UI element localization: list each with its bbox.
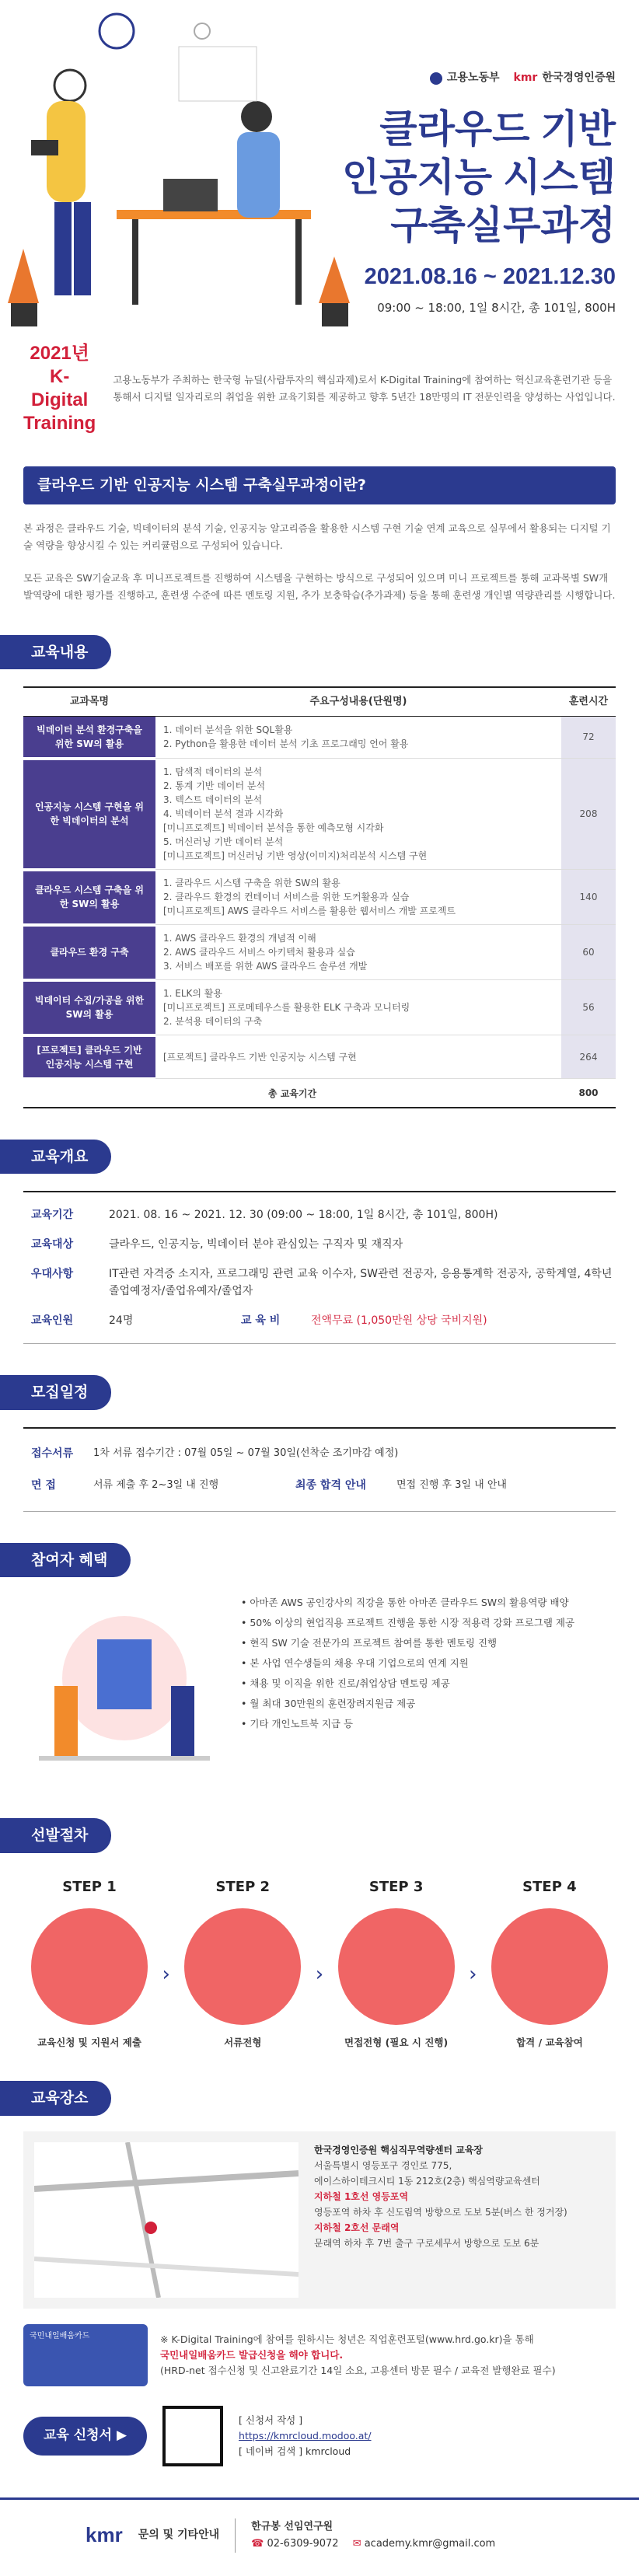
benefit-item: • 50% 이상의 현업직용 프로젝트 진행을 통한 시장 적용력 강화 프로그램 제공 (241, 1613, 574, 1633)
step-label: 교육신청 및 지원서 제출 (37, 2036, 141, 2048)
curriculum-hours: 208 (561, 759, 616, 870)
schedule-box (23, 1427, 616, 1512)
kdt-brand: K-Digital (31, 366, 89, 410)
email-icon: ✉ (352, 2537, 365, 2550)
apply (23, 2406, 616, 2466)
subway-2-desc: 문래역 하차 후 7번 출구 구로세무서 방향으로 도보 6분 (314, 2237, 539, 2249)
schedule-row (23, 1438, 616, 1470)
footer-logo: kmr (86, 2523, 123, 2547)
step-1 (23, 1876, 155, 2051)
schedule-key: 면 접 (31, 1478, 56, 1492)
overview-box (23, 1191, 616, 1344)
curriculum-content: 1. 탐색적 데이터의 분석 2. 통계 기반 데이터 분석 3. 텍스트 데이터의 분석 4. 빅데이터 분석 결과 시각화 [미니프로젝트] 빅데이터 분석을 통한 예측모형 시각화 5. 머신러닝 기반 데이터 분석 [미니프로젝트] 머신러닝 기반 영상(이미지)처리분석 시스템 구현 (155, 759, 561, 870)
place-address-2: 에이스하이테크시티 1동 212호(2층) 핵심역량교육센터 (314, 2175, 540, 2187)
step-title: STEP 1 (62, 1878, 117, 1895)
curriculum-content: 1. ELK의 활용 [미니프로젝트] 프로메테우스를 활용한 ELK 구축과 모니터링 2. 분석용 데이터의 구축 (155, 980, 561, 1035)
logo-group (430, 70, 616, 86)
apply-link[interactable]: https://kmrcloud.modoo.at/ (239, 2429, 372, 2442)
qr-code-icon[interactable] (162, 2406, 223, 2466)
footer-label: 문의 및 기타안내 (138, 2529, 220, 2542)
interview-icon (338, 1908, 455, 2025)
overview-row (23, 1259, 616, 1306)
curriculum-hours: 60 (561, 925, 616, 980)
subway-1-desc: 영등포역 하차 후 신도림역 방향으로 도보 5분(버스 한 정거장) (314, 2206, 567, 2218)
hero-title-line-1: 클라우드 기반 (379, 107, 616, 151)
moel-logo-text: 고용노동부 (446, 72, 500, 84)
footer-contact (235, 2518, 495, 2553)
place-name: 한국경영인증원 핵심직무역량센터 교육장 (314, 2144, 484, 2155)
col-content: 주요구성내용(단원명) (155, 687, 561, 716)
step-2 (176, 1876, 309, 2051)
about-paragraph-2: 모든 교육은 SW기술교육 후 미니프로젝트를 진행하여 시스템을 구현하는 방식으로 구성되어 있으며 미니 프로젝트를 통해 교과목별 SW개발역량에 대한 평가를 진행하고, 훈련생 수준에 따른 멘토링 지원, 추가 보충학습(추가과제) 등을 통해 훈련생 개인별 역량관리를 시행합니다. (23, 571, 616, 601)
schedule-heading: 모집일정 (0, 1375, 111, 1410)
overview-value: IT관련 자격증 소지자, 프로그래밍 관련 교육 이수자, SW관련 전공자, 응용통계학 전공자, 공학계열, 4학년 졸업예정자/졸업유예자/졸업자 (109, 1268, 613, 1297)
schedule-key: 접수서류 (31, 1447, 74, 1460)
curriculum-hours: 72 (561, 716, 616, 759)
hero-title (342, 105, 616, 250)
checklist-icon (31, 1908, 148, 2025)
fee-key: 교 육 비 (241, 1314, 281, 1327)
about-title: 클라우드 기반 인공지능 시스템 구축실무과정이란? (23, 466, 616, 504)
step-4 (484, 1876, 616, 2051)
chevron-right-icon: › (315, 1962, 324, 1986)
curriculum-subject: 빅데이터 분석 환경구축을 위한 SW의 활용 (23, 716, 155, 759)
step-title: STEP 3 (368, 1878, 424, 1895)
total-hours: 800 (561, 1079, 616, 1108)
apply-text (239, 2413, 372, 2459)
benefits-list (241, 1593, 574, 1787)
overview-key: 교육기간 (31, 1209, 74, 1221)
apply-line-1: [ 신청서 작성 ] (239, 2414, 303, 2426)
total-row (23, 1079, 616, 1108)
intro-text: 고용노동부가 주최하는 한국형 뉴딜(사람투자의 핵심과제)로서 K-Digital Training에 참여하는 혁신교육훈련기관 등을 통해서 디지털 일자리로의 취업을 위한 교육기회를 제공하고 향후 5년간 18만명의 IT 전문인력을 양성하는 사업입니다. (113, 374, 616, 403)
fee-value: 전액무료 (1,050만원 상당 국비지원) (311, 1314, 487, 1327)
curriculum-heading: 교육내용 (0, 635, 111, 670)
curriculum-row (23, 1035, 616, 1079)
step-title: STEP 4 (522, 1878, 577, 1895)
card-text (160, 2332, 556, 2379)
curriculum-hours: 56 (561, 980, 616, 1035)
contact-name: 한규봉 선임연구원 (251, 2520, 333, 2532)
benefit-item: • 본 사업 연수생들의 채용 우대 기업으로의 연계 지원 (241, 1653, 574, 1674)
hero-title-line-2: 인공지능 시스템 (342, 155, 616, 199)
phone-icon: ☎ (251, 2537, 267, 2550)
overview-key: 교육대상 (31, 1238, 74, 1251)
card-notice (23, 2324, 616, 2386)
apply-line-3: [ 네이버 검색 ] kmrcloud (239, 2445, 351, 2457)
hero-dates: 2021.08.16 ~ 2021.12.30 (364, 264, 616, 289)
final-value: 면접 진행 후 3일 내 안내 (396, 1479, 507, 1492)
building-icon (491, 1908, 608, 2025)
curriculum-subject: 클라우드 환경 구축 (23, 925, 155, 980)
intro (0, 334, 639, 459)
curriculum-subject: [프로젝트] 클라우드 기반 인공지능 시스템 구현 (23, 1035, 155, 1079)
overview-key: 우대사항 (31, 1268, 74, 1280)
step-3 (330, 1876, 463, 2051)
kdt-brand-2: Training (23, 413, 96, 434)
overview-value: 클라우드, 인공지능, 빅데이터 분야 관심있는 구직자 및 재직자 (109, 1238, 403, 1251)
footer (0, 2497, 639, 2576)
step-label: 합격 / 교육참여 (516, 2036, 583, 2048)
benefits-illustration (23, 1593, 225, 1787)
benefit-item: • 아마존 AWS 공인강사의 직강을 통한 아마존 클라우드 SW의 활용역량 배양 (241, 1593, 574, 1613)
people-key: 교육인원 (31, 1314, 74, 1327)
benefits-heading: 참여자 혜택 (0, 1543, 131, 1578)
process-heading: 선발절차 (0, 1818, 111, 1853)
contact-email[interactable]: academy.kmr@gmail.com (364, 2537, 496, 2550)
location-map (34, 2142, 299, 2298)
contact-phone[interactable]: 02-6309-9072 (267, 2537, 339, 2550)
process-steps (23, 1876, 616, 2051)
kdt-year: 2021년 (30, 343, 89, 364)
curriculum-content: [프로젝트] 클라우드 기반 인공지능 시스템 구현 (155, 1035, 561, 1079)
step-title: STEP 2 (215, 1878, 271, 1895)
card-label: 국민내일배움카드 (30, 2331, 90, 2340)
hero-title-line-3: 구축실무과정 (390, 204, 616, 247)
kmr-logo-text: 한국경영인증원 (542, 72, 616, 84)
place-heading: 교육장소 (0, 2081, 111, 2116)
curriculum-subject: 클라우드 시스템 구축을 위한 SW의 활용 (23, 870, 155, 925)
curriculum-content: 1. 클라우드 시스템 구축을 위한 SW의 활용 2. 클라우드 환경의 컨테이너 서비스를 위한 도커활용과 실습 [미니프로젝트] AWS 클라우드 서비스를 활용한 웹서비스 개발 프로젝트 (155, 870, 561, 925)
card-image (23, 2324, 148, 2386)
about-paragraph-1: 본 과정은 클라우드 기술, 빅데이터의 분석 기술, 인공지능 알고리즘을 활용한 시스템 구현 기술 연계 교육으로 실무에서 활용되는 디지털 기술 역량을 향상시킬 수 있는 커리큘럼으로 구성되어 있습니다. (23, 522, 611, 551)
card-text-2: 국민내일배움카드 발급신청을 해야 합니다. (160, 2348, 344, 2361)
schedule-value: 1차 서류 접수기간 : 07월 05일 ~ 07월 30일(선착순 조기마감 예정) (93, 1447, 399, 1460)
schedule-value: 서류 제출 후 2~3일 내 진행 (93, 1479, 219, 1492)
overview-heading: 교육개요 (0, 1140, 111, 1175)
subway-1: 지하철 1호선 영등포역 (314, 2190, 409, 2202)
place-info (314, 2142, 567, 2298)
step-label: 서류전형 (224, 2036, 262, 2048)
curriculum-subject: 빅데이터 수집/가공을 위한 SW의 활용 (23, 980, 155, 1035)
moel-logo (430, 70, 500, 86)
benefit-item: • 채용 및 이직을 위한 진로/취업상담 멘토링 제공 (241, 1674, 574, 1694)
people-value: 24명 (109, 1314, 134, 1327)
curriculum-content: 1. AWS 클라우드 환경의 개념적 이해 2. AWS 클라우드 서비스 아키텍처 활용과 실습 3. 서비스 배포를 위한 AWS 클라우드 솔루션 개발 (155, 925, 561, 980)
chevron-right-icon: › (162, 1962, 170, 1986)
curriculum-row (23, 925, 616, 980)
hero-illustration (0, 0, 365, 334)
kmr-logo: kmr 한국경영인증원 (514, 70, 616, 86)
schedule-row (23, 1470, 616, 1502)
final-key: 최종 합격 안내 (295, 1478, 366, 1492)
chevron-right-icon: › (469, 1962, 477, 1986)
total-label: 총 교육기간 (23, 1079, 561, 1108)
benefit-item: • 월 최대 30만원의 훈련장려지원금 제공 (241, 1694, 574, 1714)
overview-value: 2021. 08. 16 ~ 2021. 12. 30 (09:00 ~ 18:00, 1일 8시간, 총 101일, 800H) (109, 1209, 498, 1221)
curriculum-hours: 264 (561, 1035, 616, 1079)
benefit-item: • 기타 개인노트북 지급 등 (241, 1714, 574, 1734)
overview-row (23, 1230, 616, 1259)
hero-hours: 09:00 ~ 18:00, 1일 8시간, 총 101일, 800H (377, 301, 616, 315)
apply-button[interactable]: 교육 신청서 ▶ (23, 2417, 147, 2456)
curriculum-content: 1. 데이터 분석을 위한 SQL활용 2. Python을 활용한 데이터 분석 기초 프로그래밍 언어 활용 (155, 716, 561, 759)
col-subject: 교과목명 (23, 687, 155, 716)
place-address-1: 서울특별시 영등포구 경인로 775, (314, 2159, 452, 2171)
benefit-item: • 현직 SW 기술 전문가의 프로젝트 참여를 통한 멘토링 진행 (241, 1633, 574, 1653)
place-box (23, 2131, 616, 2309)
curriculum-row (23, 870, 616, 925)
step-label: 면접전형 (필요 시 진행) (344, 2036, 449, 2048)
curriculum-row (23, 759, 616, 870)
benefits (23, 1593, 616, 1787)
document-icon (184, 1908, 301, 2025)
overview-row (23, 1306, 616, 1335)
overview-row (23, 1200, 616, 1230)
curriculum-row (23, 716, 616, 759)
curriculum-subject: 인공지능 시스템 구현을 위한 빅데이터의 분석 (23, 759, 155, 870)
curriculum-hours: 140 (561, 870, 616, 925)
kdt-badge (23, 342, 96, 435)
curriculum-row (23, 980, 616, 1035)
card-text-3: (HRD-net 접수신청 및 신고완료기간 14일 소요, 고용센터 방문 필수 / 교육전 발행완료 필수) (160, 2364, 556, 2376)
card-text-1: ※ K-Digital Training에 참여를 원하시는 청년은 직업훈련포털(www.hrd.go.kr)을 통해 (160, 2333, 534, 2345)
col-hours: 훈련시간 (561, 687, 616, 716)
curriculum-table (23, 686, 616, 1108)
hero (0, 0, 639, 334)
subway-2: 지하철 2호선 문래역 (314, 2222, 400, 2233)
